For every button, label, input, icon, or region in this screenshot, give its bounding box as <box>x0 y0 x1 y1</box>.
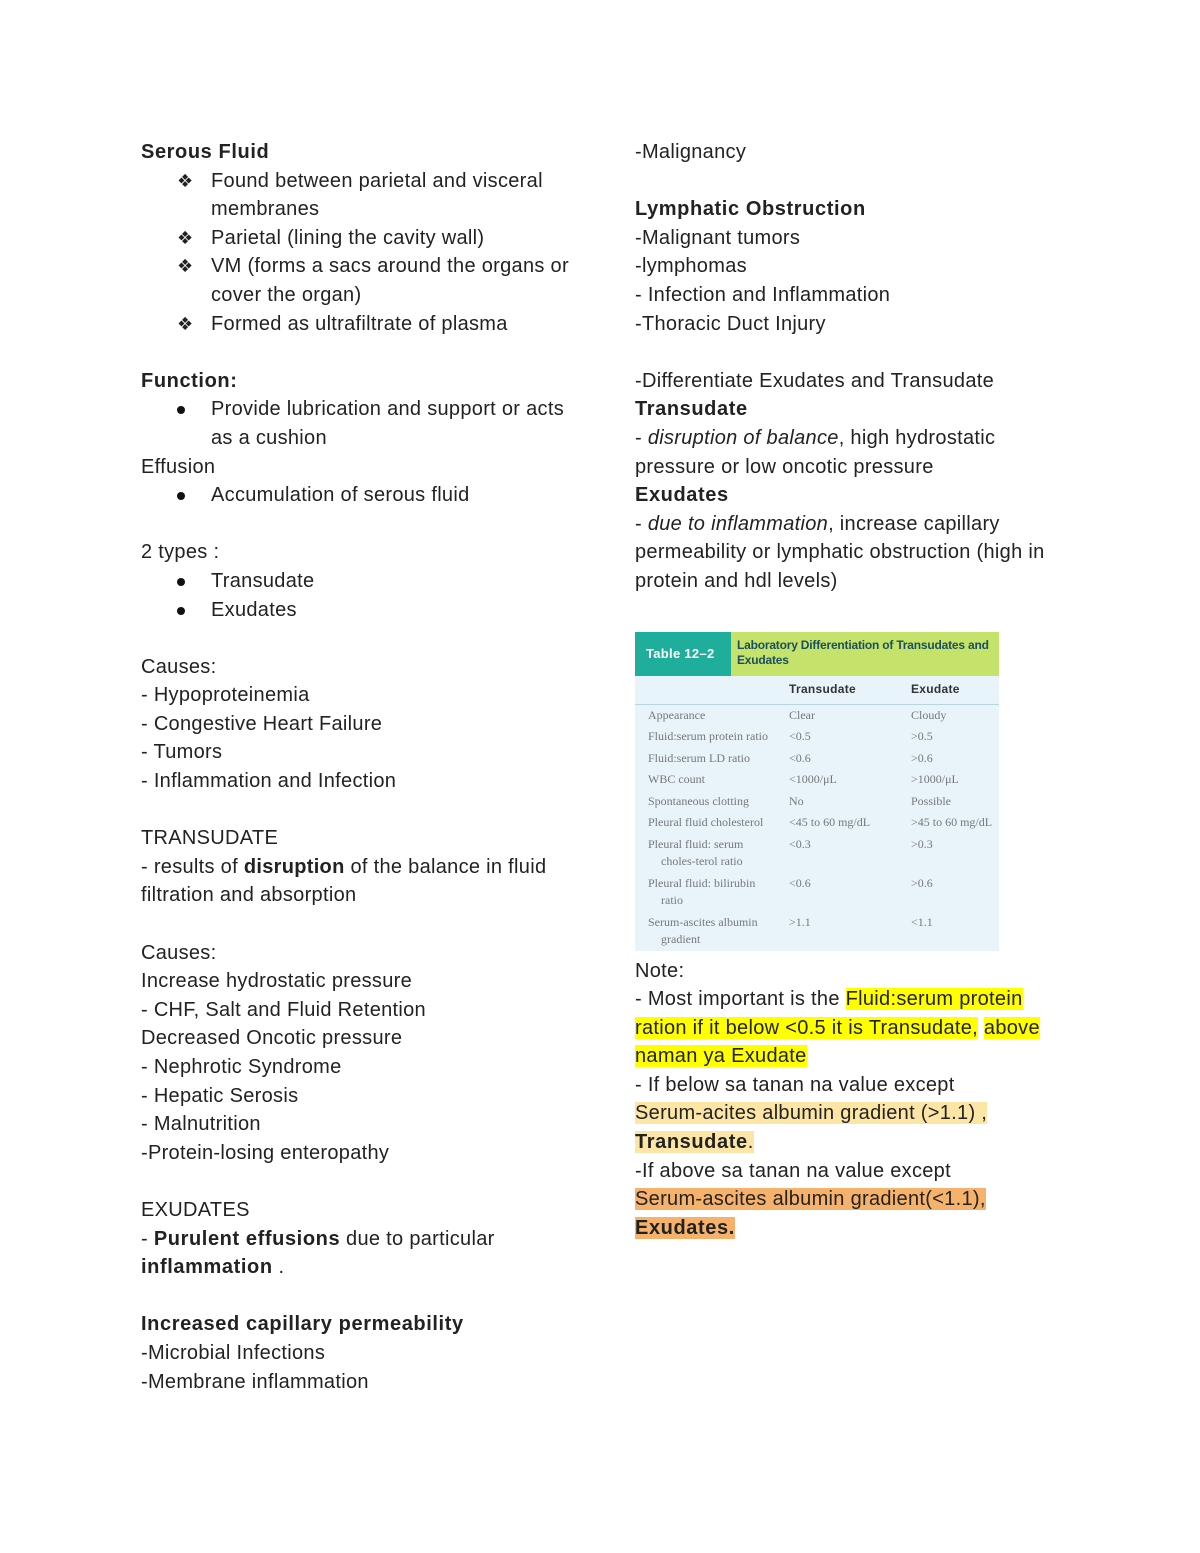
exudates-description: - due to inflammation, increase capillary permeability or lymphatic obstruction (high in protein and hdl levels) <box>635 512 1045 592</box>
table-title: Laboratory Differentiation of Transudates and Exudates <box>731 632 999 676</box>
transudate-heading: Transudate <box>635 398 748 421</box>
exudates-heading: Exudates <box>635 484 729 507</box>
note-2-highlight: Serum-acites albumin gradient (>1.1) , Transudate. <box>635 1102 988 1154</box>
causes2-heading: Causes: <box>141 941 217 964</box>
types-heading: 2 types : <box>141 541 220 564</box>
list-item: ❖ VM (forms a sacs around the organs or cover the organ) <box>211 252 581 309</box>
lab-differentiation-table <box>635 632 999 951</box>
table-row: Spontaneous clotting No Possible <box>648 793 952 808</box>
function-heading: Function: <box>141 369 238 392</box>
bullet-icon <box>177 578 185 586</box>
table-row: Fluid:serum protein ratio <0.5 >0.5 <box>648 729 933 743</box>
list-item: ❖ Parietal (lining the cavity wall) <box>211 224 581 253</box>
table-title-bar <box>635 632 999 676</box>
list-item: ❖ Found between parietal and visceral membranes <box>211 167 581 224</box>
table-header-row <box>635 676 999 705</box>
cause-item: - Tumors <box>141 741 223 764</box>
table-row: Pleural fluid cholesterol <45 to 60 mg/dL >45 to 60 mg/dL <box>648 815 993 829</box>
note-2: - If below sa tanan na value except <box>635 1073 955 1096</box>
cause-item: - Hepatic Serosis <box>141 1084 299 1107</box>
table-row: Appearance Clear Cloudy <box>648 707 947 722</box>
transudate-description: - results of disruption of the balance in fluid filtration and absorption <box>141 855 547 907</box>
diamond-bullet-icon: ❖ <box>177 227 194 248</box>
malignancy-item: -Malignancy <box>635 141 747 163</box>
effusion-heading: Effusion <box>141 455 216 478</box>
bullet-icon <box>177 492 185 500</box>
cause-item: - Nephrotic Syndrome <box>141 1056 342 1078</box>
list-item: ❖ Formed as ultrafiltrate of plasma <box>211 310 581 339</box>
bullet-icon <box>177 406 185 414</box>
serous-fluid-list <box>141 167 581 339</box>
table-number: Table 12–2 <box>635 632 731 676</box>
function-list <box>141 395 581 452</box>
lymph-item: -lymphomas <box>635 255 747 278</box>
cause-item: - Hypoproteinemia <box>141 684 310 707</box>
effusion-list <box>141 481 581 510</box>
note-3: -If above sa tanan na value except <box>635 1159 951 1182</box>
table-row: Pleural fluid: serum choles-terol ratio <0.3 >0.3 <box>648 836 933 868</box>
types-list <box>141 567 581 624</box>
exudates-description: - Purulent effusions due to particular inflammation . <box>141 1227 495 1279</box>
lymph-item: -Malignant tumors <box>635 226 801 249</box>
capillary-item: -Membrane inflammation <box>141 1370 369 1393</box>
column-header-exudate: Exudate <box>911 682 960 697</box>
capillary-heading: Increased capillary permeability <box>141 1313 464 1336</box>
causes-heading: Causes: <box>141 655 217 678</box>
diamond-bullet-icon: ❖ <box>177 170 194 191</box>
differentiate-line: -Differentiate Exudates and Transudate <box>635 369 995 392</box>
note-heading: Note: <box>635 959 685 982</box>
cause-item: Decreased Oncotic pressure <box>141 1027 403 1050</box>
note-1: - Most important is the Fluid:serum protein ration if it below <0.5 it is Transudate, above naman ya Exudate <box>635 988 1040 1068</box>
cause-item: - Inflammation and Infection <box>141 770 397 793</box>
list-item: Provide lubrication and support or acts as a cushion <box>211 395 581 452</box>
table-row: Fluid:serum LD ratio <0.6 >0.6 <box>648 750 933 765</box>
table-row: WBC count <1000/μL >1000/μL <box>648 772 959 786</box>
table-row: Serum-ascites albumin gradient >1.1 <1.1 <box>648 914 933 946</box>
list-item: Exudates <box>211 596 581 625</box>
list-item: Accumulation of serous fluid <box>211 481 581 510</box>
cause-item: - CHF, Salt and Fluid Retention <box>141 998 426 1021</box>
lymph-item: -Thoracic Duct Injury <box>635 312 826 335</box>
bullet-icon <box>177 607 185 615</box>
lymphatic-heading: Lymphatic Obstruction <box>635 198 866 221</box>
diamond-bullet-icon: ❖ <box>177 313 194 334</box>
capillary-item: -Microbial Infections <box>141 1341 326 1364</box>
transudate-heading: TRANSUDATE <box>141 827 279 850</box>
cause-item: Increase hydrostatic pressure <box>141 970 413 993</box>
cause-item: - Malnutrition <box>141 1113 261 1136</box>
serous-fluid-heading: Serous Fluid <box>141 141 270 163</box>
table-row: Pleural fluid: bilirubin ratio <0.6 >0.6 <box>648 875 933 907</box>
transudate-description: - disruption of balance, high hydrostatic pressure or low oncotic pressure <box>635 426 996 478</box>
right-column <box>635 138 1065 1242</box>
cause-item: -Protein-losing enteropathy <box>141 1141 390 1164</box>
cause-item: - Congestive Heart Failure <box>141 712 383 735</box>
note-3-highlight: Serum-ascites albumin gradient(<1.1), Exudates. <box>635 1188 986 1239</box>
left-column <box>141 138 581 1396</box>
column-header-transudate: Transudate <box>789 682 857 697</box>
lymph-item: - Infection and Inflammation <box>635 283 891 306</box>
exudates-heading: EXUDATES <box>141 1198 250 1221</box>
list-item: Transudate <box>211 567 581 596</box>
diamond-bullet-icon: ❖ <box>177 256 194 277</box>
